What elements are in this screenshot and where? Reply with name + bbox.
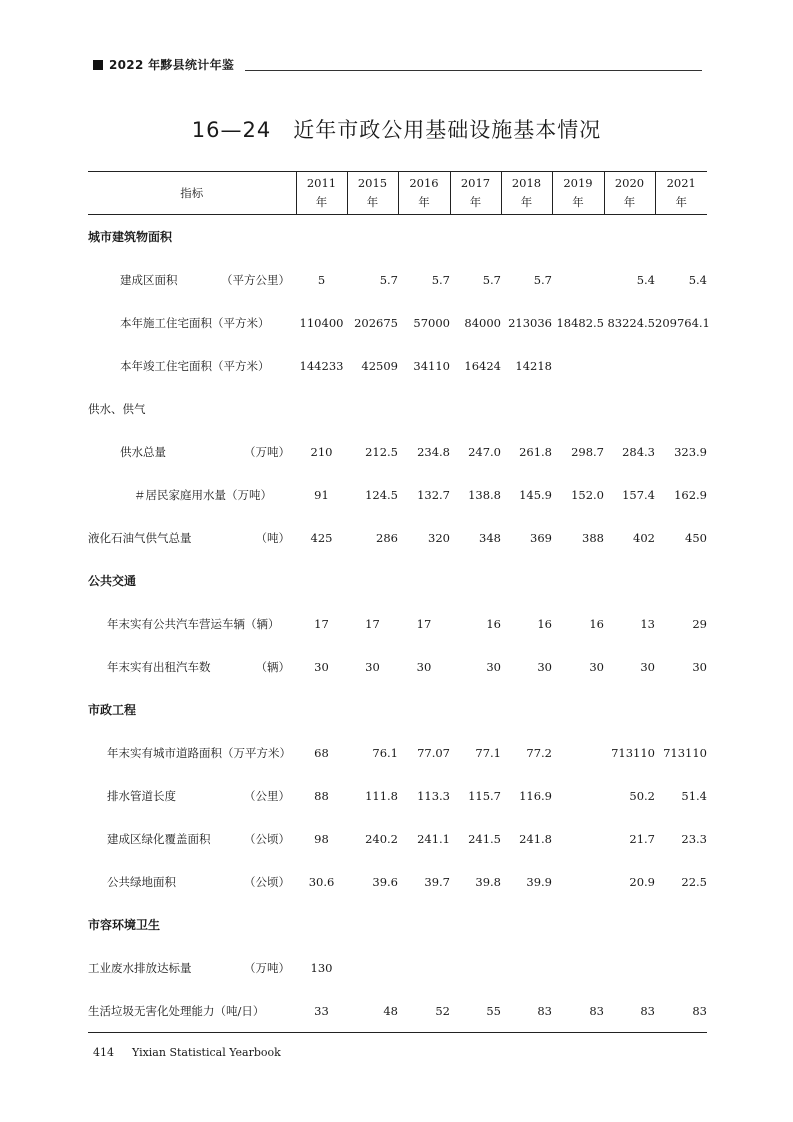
data-cell [604,946,655,989]
data-cell: 30 [314,659,329,674]
data-cell: 22.5 [681,874,707,889]
data-cell [450,946,501,989]
data-cell: 39.9 [526,874,552,889]
data-cell: 18482.5 [556,315,604,330]
data-cell [552,774,604,817]
data-cell: 210 [310,444,333,459]
data-cell: 5.4 [636,272,655,287]
table-row [88,430,707,473]
data-cell: 5.7 [533,272,552,287]
data-cell: 91 [314,487,329,502]
data-cell: 30 [692,659,707,674]
indicator-name: 排水管道长度 [107,788,176,803]
data-cell: 152.0 [571,487,604,502]
row-label-cell [88,473,296,516]
indicator-unit: （公里） [244,788,290,803]
indicator-unit: （公顷） [244,874,290,889]
row-label-cell [88,430,296,473]
year-header [604,172,655,215]
data-cell: 30 [640,659,655,674]
table-title: 16—24 近年市政公用基础设施基本情况 [191,118,602,142]
data-cell: 23.3 [681,831,707,846]
data-cell: 57000 [413,315,450,330]
data-cell: 5.4 [688,272,707,287]
data-cell: 39.8 [475,874,501,889]
data-cell: 39.6 [372,874,398,889]
table-row [88,731,707,774]
indicator-name: 年末实有出租汽车数 [107,659,211,674]
table-row [88,817,707,860]
table-row [88,344,707,387]
category-row [88,688,707,731]
row-label-cell [88,301,296,344]
table-row [88,473,707,516]
category-label: 城市建筑物面积 [88,230,173,244]
data-cell: 425 [310,530,333,545]
data-cell: 21.7 [629,831,655,846]
year-number: 2015 [357,176,388,190]
data-cell: 13 [640,616,655,631]
row-label-cell [88,602,296,645]
data-cell [501,946,552,989]
data-cell: 77.07 [417,745,450,760]
category-label: 供水、供气 [88,401,146,416]
data-cell: 33 [296,989,347,1033]
table-row [88,301,707,344]
data-cell: 5.7 [379,272,398,287]
data-cell: 29 [692,616,707,631]
data-cell: 348 [479,530,501,545]
page-number: 414 [93,1046,114,1059]
data-cell: 713110 [611,745,655,760]
data-cell: 202675 [354,315,398,330]
indicator-unit: （万吨） [244,960,290,975]
table-row [88,774,707,817]
table-row [88,989,707,1033]
year-unit: 年 [469,195,482,209]
data-cell: 213036 [508,315,552,330]
table-row [88,258,707,301]
data-cell: 30 [486,659,501,674]
data-cell: 16 [486,616,501,631]
data-cell [398,946,450,989]
data-cell: 320 [428,530,450,545]
indicator-name: 本年竣工住宅面积（平方米） [120,358,270,373]
data-cell [655,946,707,989]
indicator-name: 液化石油气供气总量 [88,530,192,545]
data-cell: 241.5 [468,831,501,846]
data-cell: 14218 [515,358,552,373]
data-cell [552,860,604,903]
data-cell: 88 [314,788,329,803]
data-cell: 5.7 [482,272,501,287]
data-cell: 110400 [299,315,344,330]
data-cell: 130 [310,960,333,975]
year-unit: 年 [623,195,636,209]
data-cell: 30 [365,659,380,674]
data-cell: 144233 [299,358,344,373]
data-cell: 48 [347,989,398,1033]
indicator-header: 指标 [88,172,296,215]
page-footer [93,1046,281,1059]
data-cell: 369 [530,530,552,545]
year-unit: 年 [520,195,533,209]
year-header [347,172,398,215]
indicator-unit: （吨） [255,530,290,545]
data-cell: 116.9 [519,788,552,803]
data-cell: 286 [376,530,398,545]
year-number: 2019 [563,176,593,190]
data-cell: 83 [604,989,655,1033]
data-cell [347,946,398,989]
row-label-cell [88,817,296,860]
data-cell: 240.2 [365,831,398,846]
data-cell: 30 [589,659,604,674]
data-cell: 212.5 [365,444,398,459]
data-cell: 402 [633,530,655,545]
data-cell: 30.6 [308,874,335,889]
data-cell: 84000 [464,315,501,330]
row-label-cell [88,774,296,817]
data-cell: 124.5 [365,487,398,502]
data-cell: 138.8 [468,487,501,502]
indicator-unit: （万吨） [244,444,290,459]
table-body [88,215,710,1033]
data-cell: 16 [537,616,552,631]
table-row [88,645,707,688]
year-header [552,172,604,215]
data-cell [552,344,604,387]
data-cell [552,731,604,774]
category-row [88,215,707,259]
data-cell: 83224.5 [607,315,655,330]
table-row [88,946,707,989]
year-number: 2017 [460,176,491,190]
year-header [655,172,707,215]
data-cell: 241.8 [519,831,552,846]
data-cell: 39.7 [424,874,450,889]
data-cell: 388 [582,530,604,545]
data-cell: 261.8 [519,444,552,459]
data-cell: 16 [589,616,604,631]
category-label: 市容环境卫生 [88,918,161,932]
data-cell: 55 [450,989,501,1033]
year-header [296,172,347,215]
data-cell: 34110 [413,358,450,373]
data-cell: 83 [552,989,604,1033]
row-label-cell [88,860,296,903]
row-label-cell [88,344,296,387]
data-cell: 5.7 [431,272,450,287]
year-unit: 年 [572,195,584,209]
data-cell: 30 [537,659,552,674]
data-cell: 98 [314,831,329,846]
data-cell [552,946,604,989]
table-row [88,516,707,559]
indicator-name: ＃居民家庭用水量（万吨） [134,487,272,502]
data-cell: 450 [685,530,707,545]
table-row [88,602,707,645]
year-header [501,172,552,215]
category-label: 公共交通 [88,574,137,588]
year-header [450,172,501,215]
year-number: 2018 [511,176,542,190]
year-number: 2021 [666,176,696,190]
indicator-name: 年末实有城市道路面积（万平方米） [107,745,291,760]
data-cell: 132.7 [417,487,450,502]
data-cell: 83 [501,989,552,1033]
category-label: 市政工程 [88,703,137,717]
data-cell: 298.7 [571,444,604,459]
year-unit: 年 [366,195,379,209]
black-square-icon [93,60,103,70]
indicator-name: 供水总量 [120,444,166,459]
table-row [88,860,707,903]
data-cell: 77.1 [475,745,501,760]
indicator-name: 工业废水排放达标量 [88,960,192,975]
data-cell: 30 [416,659,432,674]
indicator-name: 建成区绿化覆盖面积 [107,831,211,846]
data-cell: 157.4 [622,487,655,502]
data-cell: 234.8 [417,444,450,459]
data-cell: 209764.1 [655,315,710,330]
year-unit: 年 [315,195,328,209]
data-cell: 16424 [464,358,501,373]
row-label-cell [88,731,296,774]
data-cell: 52 [398,989,450,1033]
year-unit: 年 [675,195,687,209]
data-cell: 51.4 [681,788,707,803]
category-row [88,903,707,946]
year-number: 2011 [306,176,337,190]
running-head [93,56,234,73]
data-cell [655,344,707,387]
row-label-cell [88,645,296,688]
indicator-name: 本年施工住宅面积（平方米） [120,315,270,330]
category-row [88,559,707,602]
indicator-unit: （辆） [255,659,290,674]
indicator-name: 建成区面积 [120,272,178,287]
row-label-cell [88,946,296,989]
indicator-unit: （平方公里） [221,272,290,287]
year-number: 2016 [409,176,439,190]
year-header [398,172,450,215]
data-cell: 113.3 [417,788,450,803]
table-header-row [88,172,707,215]
data-cell: 76.1 [372,745,398,760]
data-cell: 42509 [361,358,398,373]
data-cell: 115.7 [468,788,501,803]
data-cell: 17 [416,616,432,631]
data-cell: 5 [317,272,326,287]
data-cell: 68 [314,745,329,760]
year-number: 2020 [614,176,645,190]
data-cell [552,258,604,301]
data-cell: 284.3 [622,444,655,459]
header-rule [245,70,702,71]
row-label-cell [88,516,296,559]
publication-name: Yixian Statistical Yearbook [132,1046,281,1059]
data-cell: 50.2 [629,788,655,803]
data-cell: 20.9 [629,874,655,889]
data-cell: 111.8 [365,788,398,803]
running-title: 2022 年黟县统计年鉴 [109,58,235,72]
data-cell [604,344,655,387]
indicator-unit: （公顷） [244,831,290,846]
data-cell: 247.0 [468,444,501,459]
row-label-cell [88,258,296,301]
data-cell [552,817,604,860]
data-cell: 17 [314,616,329,631]
year-unit: 年 [418,195,430,209]
data-cell: 77.2 [526,745,552,760]
statistics-table [88,171,710,1033]
indicator-name: 公共绿地面积 [107,874,176,889]
data-cell: 323.9 [674,444,707,459]
data-cell: 162.9 [674,487,707,502]
data-cell: 145.9 [519,487,552,502]
row-label-cell [88,989,296,1033]
data-cell: 713110 [663,745,707,760]
category-row [88,387,707,430]
data-cell: 17 [365,616,380,631]
data-cell: 83 [655,989,707,1033]
indicator-name: 年末实有公共汽车营运车辆（辆） [107,616,280,631]
data-cell: 241.1 [417,831,450,846]
indicator-name: 生活垃圾无害化处理能力（吨/日） [88,1003,265,1018]
